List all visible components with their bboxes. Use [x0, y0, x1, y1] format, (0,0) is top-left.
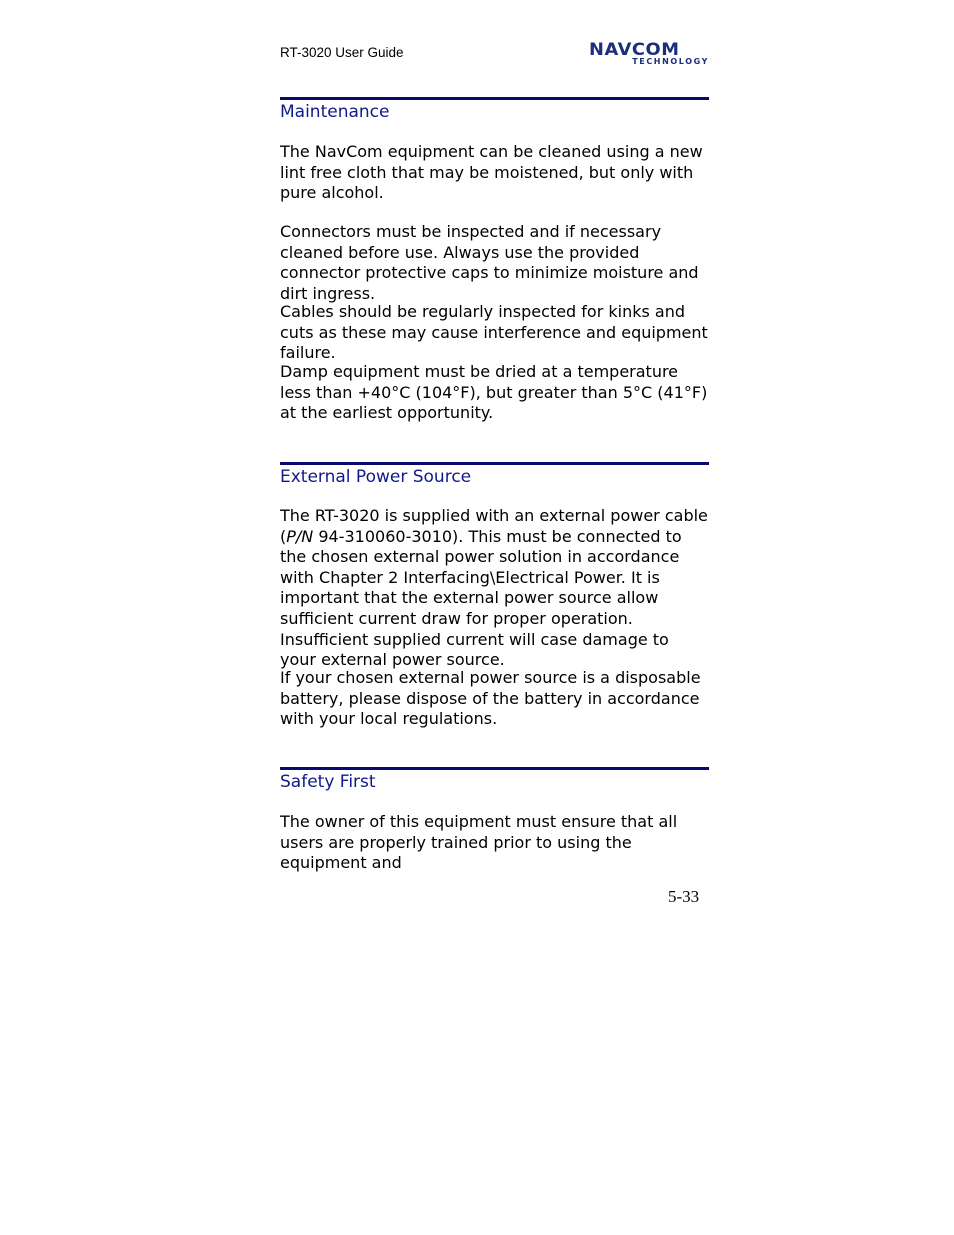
- section-external-power-source: [280, 462, 709, 737]
- section-rule: [280, 462, 709, 465]
- paragraph: Damp equipment must be dried at a temperature less than +40°C (104°F), but greater than 5°C (41°F) at the earliest opportunity.: [280, 362, 708, 423]
- paragraph: The NavCom equipment can be cleaned using a new lint free cloth that may be moistened, but only with pure alcohol.: [280, 142, 703, 203]
- navcom-logo: [589, 42, 709, 66]
- paragraph: Cables should be regularly inspected for kinks and cuts as these may cause interference and equipment failure.: [280, 302, 708, 363]
- section-heading: External Power Source: [280, 467, 472, 487]
- section-rule: [280, 767, 709, 770]
- paragraph: [280, 506, 709, 671]
- paragraph-text: The RT-3020 is supplied with an external power cable (: [280, 506, 708, 546]
- logo-wordmark: NAVCOM: [589, 40, 680, 60]
- paragraph: The owner of this equipment must ensure that all users are properly trained prior to using the equipment and: [280, 812, 678, 873]
- part-number-abbrev: P/N: [286, 526, 314, 546]
- logo-subtitle: TECHNOLOGY: [632, 57, 709, 66]
- paragraph: Connectors must be inspected and if necessary cleaned before use. Always use the provided connector protective caps to minimize moisture and dirt ingress.: [280, 222, 699, 303]
- section-rule: [280, 97, 709, 100]
- page-number: 5-33: [668, 887, 700, 906]
- document-title: RT-3020 User Guide: [280, 45, 404, 60]
- section-safety-first: [280, 767, 709, 873]
- section-heading: Safety First: [280, 772, 376, 792]
- section-heading: Maintenance: [280, 102, 390, 122]
- paragraph: If your chosen external power source is a disposable battery, please dispose of the battery in accordance with your local regulations.: [280, 668, 701, 729]
- paragraph-text: 94-310060-3010). This must be connected to the chosen external power solution in accordance with Chapter 2 Interfacing\Electrical Power. It is important that the external power source allow sufficient current draw for proper operation. Insufficient supplied current will case damage to your external power source.: [280, 526, 682, 670]
- section-maintenance: [280, 97, 709, 427]
